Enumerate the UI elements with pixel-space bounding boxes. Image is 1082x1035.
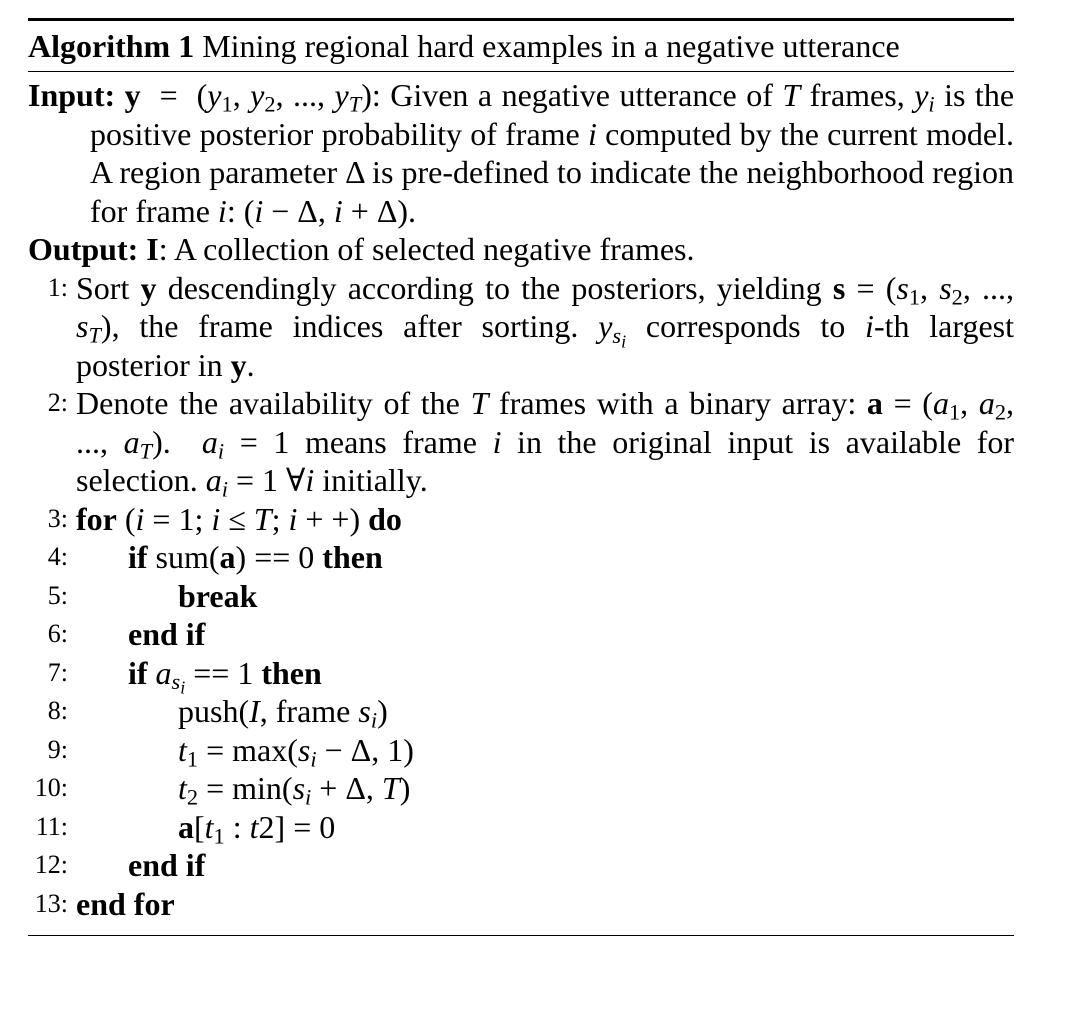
line-number: 13: <box>34 888 68 918</box>
bottom-rule <box>28 935 1014 936</box>
caption-label: Algorithm 1 <box>28 28 195 64</box>
step-5 <box>28 577 1014 616</box>
step-text: if sum(a) == 0 then <box>128 539 383 575</box>
step-text: for (i = 1; i ≤ T; i + +) do <box>76 500 402 537</box>
line-number: 10: <box>34 773 68 802</box>
line-number: 11: <box>35 811 68 841</box>
line-number: 12: <box>34 850 68 879</box>
line-number: 4: <box>47 542 68 571</box>
algorithm-caption <box>28 21 1014 71</box>
output-text: Output: I: A collection of selected negative frames. <box>28 231 695 267</box>
input-label: Input: <box>28 77 116 113</box>
step-12 <box>28 846 1014 885</box>
line-number: 2: <box>47 388 68 417</box>
line-number: 6: <box>47 619 68 648</box>
output-block <box>28 230 1014 269</box>
line-number: 7: <box>47 657 68 687</box>
step-text: if $a_{s_i} == 1$ then <box>128 654 322 698</box>
step-11 <box>28 808 1014 847</box>
step-8 <box>28 692 1014 731</box>
step-2 <box>28 384 1014 500</box>
step-13 <box>28 885 1014 924</box>
line-number: 8: <box>47 696 68 725</box>
step-text: end if <box>128 847 206 883</box>
caption-title: Mining regional hard examples in a negative utterance <box>202 28 900 64</box>
output-label: Output: <box>28 231 139 267</box>
step-text: break <box>178 577 258 614</box>
step-text: end for <box>76 885 175 922</box>
line-number: 3: <box>47 503 68 533</box>
step-text: Sort y descendingly according to the posteriors, yielding $s = (s_1$, $s_2$, ..., $s_T$), the frame indices after sorting. $y_{s_i}$ corresponds to i-th largest posterior in y. <box>76 269 1015 383</box>
step-text: end if <box>128 616 206 652</box>
step-3 <box>28 500 1014 539</box>
step-text: $a[t_1$ : t2] = 0 <box>178 808 336 849</box>
step-7 <box>28 654 1014 698</box>
line-number: 5: <box>47 580 68 610</box>
algorithm-block <box>28 18 1014 936</box>
step-1 <box>28 269 1014 385</box>
line-number: 1: <box>47 272 68 302</box>
step-10 <box>28 769 1014 808</box>
step-6 <box>28 615 1014 654</box>
step-4 <box>28 538 1014 577</box>
line-number: 9: <box>47 734 68 764</box>
input-text: Input: $y = (y_1$, $y_2$, ..., $y_T$): Given a negative utterance of T frames, $y_i$ is the positive posterior probability of frame i computed by the current model. A region parameter Δ is pre-defined to indicate the neighborhood region for frame i: (i − Δ, i + Δ). <box>28 77 1015 229</box>
algorithm-body <box>28 72 1014 935</box>
step-text: Denote the availability of the T frames with a binary array: $a = (a_1$, $a_2$, ..., $a_T$). $a_i = 1$ means frame i in the original input is available for selection. $a_i = 1$ ∀i initially. <box>76 385 1015 502</box>
step-text: push(I, frame $s_i$) <box>178 693 388 733</box>
step-text: $t_1 = \max(s_i - \Delta$, 1) <box>178 731 414 772</box>
step-text: $t_2 = \min(s_i + \Delta$, T) <box>178 770 411 810</box>
input-block <box>28 76 1014 230</box>
step-9 <box>28 731 1014 770</box>
